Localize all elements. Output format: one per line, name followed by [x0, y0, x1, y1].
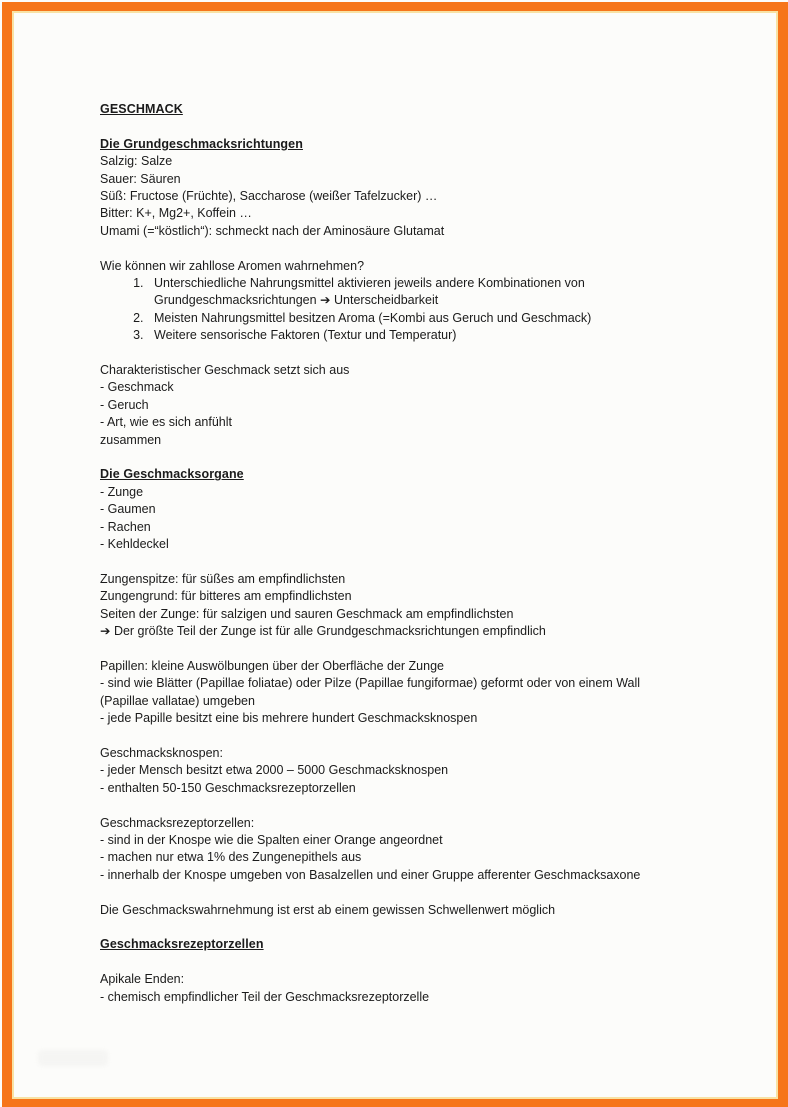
text-line: Umami (=“köstlich“): schmeckt nach der Aminosäure Glutamat — [100, 223, 445, 238]
section-heading: Geschmacksrezeptorzellen — [100, 937, 264, 952]
text-line: Zungenspitze: für süßes am empfindlichsten — [100, 571, 346, 586]
text-line: Geschmacksknospen: — [100, 745, 223, 760]
text-line: - enthalten 50-150 Geschmacksrezeptorzellen — [100, 780, 356, 795]
text-line: - innerhalb der Knospe umgeben von Basalzellen und einer Gruppe afferenter Geschmacksaxone — [100, 867, 641, 882]
text-line: Salzig: Salze — [100, 154, 173, 169]
text-line: Geschmacksrezeptorzellen: — [100, 815, 255, 830]
text-line: - jeder Mensch besitzt etwa 2000 – 5000 Geschmacksknospen — [100, 763, 449, 778]
section-charakteristischer-geschmack — [100, 362, 682, 449]
section-rezeptorzellen-liste — [100, 815, 682, 885]
text-line: Seiten der Zunge: für salzigen und sauren Geschmack am empfindlichsten — [100, 606, 514, 621]
text-line: Sauer: Säuren — [100, 171, 181, 186]
text-line: Charakteristischer Geschmack setzt sich aus — [100, 363, 350, 378]
text-line: - chemisch empfindlicher Teil der Geschmacksrezeptorzelle — [100, 989, 430, 1004]
section-heading: Die Grundgeschmacksrichtungen — [100, 136, 303, 151]
text-line: - jede Papille besitzt eine bis mehrere hundert Geschmacksknospen — [100, 711, 478, 726]
text-line: - Geschmack — [100, 380, 174, 395]
section-grundgeschmacksrichtungen — [100, 136, 682, 240]
text-line: - Art, wie es sich anfühlt — [100, 415, 233, 430]
doc-title: GESCHMACK — [100, 102, 183, 116]
text-line: - machen nur etwa 1% des Zungenepithels aus — [100, 850, 362, 865]
question-line: Wie können wir zahllose Aromen wahrnehmen? — [100, 258, 365, 273]
section-papillen — [100, 658, 682, 728]
text-line: Die Geschmackswahrnehmung ist erst ab einem gewissen Schwellenwert möglich — [100, 902, 556, 917]
section-schwellenwert — [100, 902, 682, 919]
section-rezeptorzellen-heading — [100, 936, 682, 953]
document-content — [100, 101, 682, 1006]
section-geschmacksorgane — [100, 466, 682, 553]
text-line: Apikale Enden: — [100, 972, 185, 987]
text-line: Papillen: kleine Auswölbungen über der Oberfläche der Zunge — [100, 658, 444, 673]
text-line: Bitter: K+, Mg2+, Koffein … — [100, 206, 252, 221]
section-geschmacksknospen — [100, 745, 682, 797]
text-line: - Geruch — [100, 397, 149, 412]
text-line: ➔ Der größte Teil der Zunge ist für alle Grundgeschmacksrichtungen empfindlich — [100, 624, 546, 639]
text-line: - Zunge — [100, 484, 144, 499]
text-line: - Kehldeckel — [100, 537, 169, 552]
text-line: - sind wie Blätter (Papillae foliatae) oder Pilze (Papillae fungiformae) geformt oder von einem Wall (Papillae vallatae) umgeben — [100, 676, 644, 708]
section-apikale-enden — [100, 971, 682, 1006]
list-item: 1. Unterschiedliche Nahrungsmittel aktivieren jeweils andere Kombinationen von Grundgeschmacksrichtungen ➔ Unterscheidbarkeit — [147, 275, 682, 310]
text-line: - Rachen — [100, 519, 151, 534]
list-item: 2. Meisten Nahrungsmittel besitzen Aroma (=Kombi aus Geruch und Geschmack) — [147, 310, 682, 327]
text-line: Zungengrund: für bitteres am empfindlichsten — [100, 589, 352, 604]
text-line: zusammen — [100, 432, 162, 447]
section-aromen — [100, 258, 682, 345]
section-heading: Die Geschmacksorgane — [100, 467, 244, 482]
text-line: - sind in der Knospe wie die Spalten einer Orange angeordnet — [100, 832, 443, 847]
numbered-list — [100, 275, 682, 345]
text-line: Süß: Fructose (Früchte), Saccharose (weißer Tafelzucker) … — [100, 189, 438, 204]
list-item: 3. Weitere sensorische Faktoren (Textur und Temperatur) — [147, 327, 682, 344]
text-line: - Gaumen — [100, 502, 156, 517]
faint-watermark — [38, 1050, 108, 1066]
section-zungenregionen — [100, 571, 682, 641]
